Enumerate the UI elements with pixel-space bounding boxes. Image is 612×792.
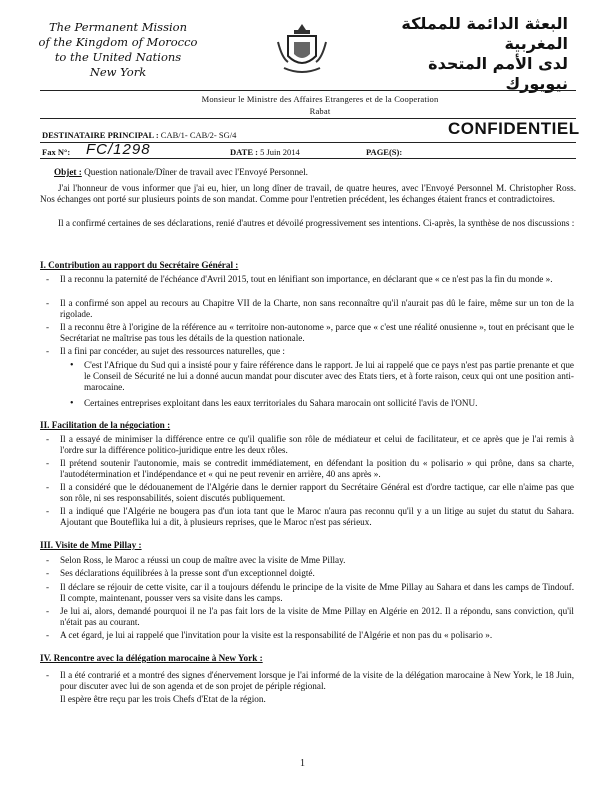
mission-name-english bbox=[18, 20, 218, 80]
list-item: - Il a reconnu être à l'origine de la référence au « territoire non-autonome », parce que « c'est une réalité onusienne », tout en précisant que le Secrétariat ne maîtrise pas tous les détails de la question nationale. bbox=[46, 322, 574, 344]
section-title: III. Visite de Mme Pillay : bbox=[40, 540, 142, 550]
sub-list-item-text: Certaines entreprises exploitant dans les eaux territoriales du Sahara marocain ont sollicité l'avis de l'ONU. bbox=[84, 398, 478, 408]
list-item: - Il a été contrarié et a montré des signes d'énervement lorsque je l'ai informé de la visite de la délégation marocaine à New York, le 18 Juin, pour discuter avec lui de son agenda et de son projet de périple régional. bbox=[46, 670, 574, 692]
date-value: 5 Juin 2014 bbox=[260, 147, 300, 157]
list-item-text: Il prétend soutenir l'autonomie, mais se contredit immédiatement, en défendant la position du « polisario » qui prône, dans sa charte, l'autodétermination et l'indépendance et « qui ne peut revenir en arrière, 40 ans après ». bbox=[60, 458, 574, 480]
objet-text: Question nationale/Dîner de travail avec l'Envoyé Personnel. bbox=[84, 167, 308, 177]
royal-coat-of-arms-icon bbox=[274, 22, 330, 78]
list-item-text: Il a considéré que le dédouanement de l'Algérie dans le dernier rapport du Secrétaire Général est d'ordre tactique, car elle n'aime pas que son rôle, ni ses responsabilités, soient discutés publiquement. bbox=[60, 482, 574, 504]
addressee-ministry: Monsieur le Ministre des Affaires Etrangeres et de la Cooperation bbox=[201, 94, 439, 104]
list-item-text: Il a reconnu être à l'origine de la référence au « territoire non-autonome », parce que « c'est une réalité onusienne », tout en précisant que le Secrétariat ne maîtrise pas tous les détails de la question nationale. bbox=[60, 322, 574, 344]
header-line-en: The Permanent Mission bbox=[49, 20, 187, 34]
list-item: - Il a confirmé son appel au recours au Chapitre VII de la Charte, non sans reconnaître qu'il n'aurait pas dû le faire, même sur un ton de la rigolade. bbox=[46, 298, 574, 320]
date-label: DATE : bbox=[230, 147, 258, 157]
list-item bbox=[60, 694, 574, 705]
objet-label: Objet : bbox=[54, 167, 82, 177]
list-item-text: Selon Ross, le Maroc a réussi un coup de maître avec la visite de Mme Pillay. bbox=[60, 555, 346, 565]
header-line-ar: لدى الأمم المتحدة bbox=[428, 54, 568, 73]
header-line-en: New York bbox=[89, 65, 147, 79]
fax-number: FC/1298 bbox=[86, 141, 151, 158]
list-item: - Selon Ross, le Maroc a réussi un coup de maître avec la visite de Mme Pillay. bbox=[46, 555, 346, 565]
date-row bbox=[230, 147, 300, 157]
section-title: IV. Rencontre avec la délégation marocaine à New York : bbox=[40, 653, 263, 663]
list-item-text: Il a essayé de minimiser la différence entre ce qu'il qualifie son rôle de médiateur et celui de facilitateur, et ce après que je l'ai remis à l'ordre sur la différence politico-juridique entre les deux rôles. bbox=[60, 434, 574, 456]
divider bbox=[40, 90, 576, 91]
list-item-text: Je lui ai, alors, demandé pourquoi il ne l'a pas fait lors de la visite de Mme Pillay en Algérie en 2012. Il a répondu, sans conviction, qu'il n'était pas au courant. bbox=[60, 606, 574, 628]
list-item-text: A cet égard, je lui ai rappelé que l'invitation pour la visite est la responsabilité de l'Algérie et non pas du « polisario ». bbox=[60, 630, 493, 640]
page-number: 1 bbox=[300, 758, 305, 769]
mission-name-arabic bbox=[368, 14, 568, 94]
divider bbox=[40, 158, 576, 159]
sub-list-item: • C'est l'Afrique du Sud qui a insisté pour y faire référence dans le rapport. Je lui ai rappelé que ce pays n'est pas partie prenante et que le Conseil de Sécurité ne lui a donné aucun mandat pour discuter avec des Etats tiers, et à forte raison, ceux qui ont une position anti-marocaine. bbox=[70, 360, 574, 393]
list-item: - Il a considéré que le dédouanement de l'Algérie dans le dernier rapport du Secrétaire Général est d'ordre tactique, car elle n'aime pas que son rôle, ni ses responsabilités, soient discutés publiquement. bbox=[46, 482, 574, 504]
list-item: - Je lui ai, alors, demandé pourquoi il ne l'a pas fait lors de la visite de Mme Pillay en Algérie en 2012. Il a répondu, sans conviction, qu'il n'était pas au courant. bbox=[46, 606, 574, 628]
list-item: - Ses déclarations équilibrées à la presse sont d'un exceptionnel doigté. bbox=[46, 568, 315, 578]
list-item: - Il déclare se réjouir de cette visite, car il a toujours défendu le principe de la visite de Mme Pillay au Sahara et dans les camps de Tindouf. Il compte, maintenant, pousser vers sa visite dans les camps. bbox=[46, 582, 574, 604]
list-item: - Il a essayé de minimiser la différence entre ce qu'il qualifie son rôle de médiateur et celui de facilitateur, et ce après que je l'ai remis à l'ordre sur la différence politico-juridique entre les deux rôles. bbox=[46, 434, 574, 456]
section-title: II. Facilitation de la négociation : bbox=[40, 420, 171, 430]
header-line-ar: البعثة الدائمة للمملكة المغربية bbox=[401, 14, 568, 53]
header-line-en: of the Kingdom of Morocco bbox=[38, 35, 198, 49]
sub-list-item-text: C'est l'Afrique du Sud qui a insisté pour y faire référence dans le rapport. Je lui ai rappelé que ce pays n'est pas partie prenante et que le Conseil de Sécurité ne lui a donné aucun mandat pour discuter avec des Etats tiers, et à forte raison, ceux qui ont une position anti-marocaine. bbox=[84, 360, 574, 393]
addressee-city: Rabat bbox=[309, 106, 331, 116]
list-item: - Il prétend soutenir l'autonomie, mais se contredit immédiatement, en défendant la position du « polisario » qui prône, dans sa charte, l'autodétermination et l'indépendance et « qui ne peut revenir en arrière, 40 ans après ». bbox=[46, 458, 574, 480]
destinataire-value: CAB/1- CAB/2- SG/4 bbox=[160, 130, 237, 140]
list-item-text: Il a confirmé son appel au recours au Chapitre VII de la Charte, non sans reconnaître qu'il n'aurait pas dû le faire, même sur un ton de la rigolade. bbox=[60, 298, 574, 320]
objet-line bbox=[54, 167, 574, 178]
destinataire-label: DESTINATAIRE PRINCIPAL : bbox=[42, 130, 159, 140]
list-item-text: Il a été contrarié et a montré des signes d'énervement lorsque je l'ai informé de la visite de la délégation marocaine à New York, le 18 Juin, pour discuter avec lui de son agenda et de son projet de périple régional. bbox=[60, 670, 574, 692]
intro-paragraph: J'ai l'honneur de vous informer que j'ai eu, hier, un long dîner de travail, de quatre heures, avec l'Envoyé Personnel M. Christopher Ross. Nos échanges ont porté sur plusieurs points de son mandat. Comme pour l'entretien précédent, les échanges étaient francs et contradictoires. bbox=[40, 183, 576, 205]
confidential-stamp: CONFIDENTIEL bbox=[448, 119, 580, 138]
header-line-en: to the United Nations bbox=[54, 50, 182, 64]
list-item: - Il a indiqué que l'Algérie ne bougera pas d'un iota tant que le Maroc n'aura pas reconnu qu'il y a un litige au sujet du statut du Sahara. Ajoutant que Bouteflika lui a dit, à plusieurs reprises, que le Maroc n'est pas sérieux. bbox=[46, 506, 574, 528]
list-item-text: Il déclare se réjouir de cette visite, car il a toujours défendu le principe de la visite de Mme Pillay au Sahara et dans les camps de Tindouf. Il compte, maintenant, pousser vers sa visite dans les camps. bbox=[60, 582, 574, 604]
intro-paragraph: Il a confirmé certaines de ses déclarations, renié d'autres et dévoilé progressivement ses intentions. Ci-après, la synthèse de nos discussions : bbox=[58, 218, 575, 228]
list-item: - A cet égard, je lui ai rappelé que l'invitation pour la visite est la responsabilité de l'Algérie et non pas du « polisario ». bbox=[46, 630, 493, 640]
destinataire-row bbox=[42, 130, 236, 140]
list-item-text: Il a indiqué que l'Algérie ne bougera pas d'un iota tant que le Maroc n'aura pas reconnu qu'il y a un litige au sujet du statut du Sahara. Ajoutant que Bouteflika lui a dit, à plusieurs reprises, que le Maroc n'est pas sérieux. bbox=[60, 506, 574, 528]
list-item-text: Il a reconnu la paternité de l'échéance d'Avril 2015, tout en lénifiant son importance, en déclarant que « ce n'est pas la fin du monde ». bbox=[60, 274, 553, 284]
sub-list-item: • Certaines entreprises exploitant dans les eaux territoriales du Sahara marocain ont sollicité l'avis de l'ONU. bbox=[70, 398, 478, 409]
list-item: - Il a reconnu la paternité de l'échéance d'Avril 2015, tout en lénifiant son importance, en déclarant que « ce n'est pas la fin du monde ». bbox=[46, 274, 553, 284]
fax-label: Fax N°: bbox=[42, 147, 71, 157]
header-line-ar: نيويورك bbox=[505, 74, 568, 93]
list-item-text: Ses déclarations équilibrées à la presse sont d'un exceptionnel doigté. bbox=[60, 568, 315, 578]
list-item: - Il a fini par concéder, au sujet des ressources naturelles, que : bbox=[46, 346, 285, 356]
list-item-text: Il a fini par concéder, au sujet des ressources naturelles, que : bbox=[60, 346, 285, 356]
section-title: I. Contribution au rapport du Secrétaire Général : bbox=[40, 260, 239, 270]
pages-label: PAGE(S): bbox=[366, 147, 403, 157]
list-item-text: Il espère être reçu par les trois Chefs d'Etat de la région. bbox=[60, 694, 266, 704]
